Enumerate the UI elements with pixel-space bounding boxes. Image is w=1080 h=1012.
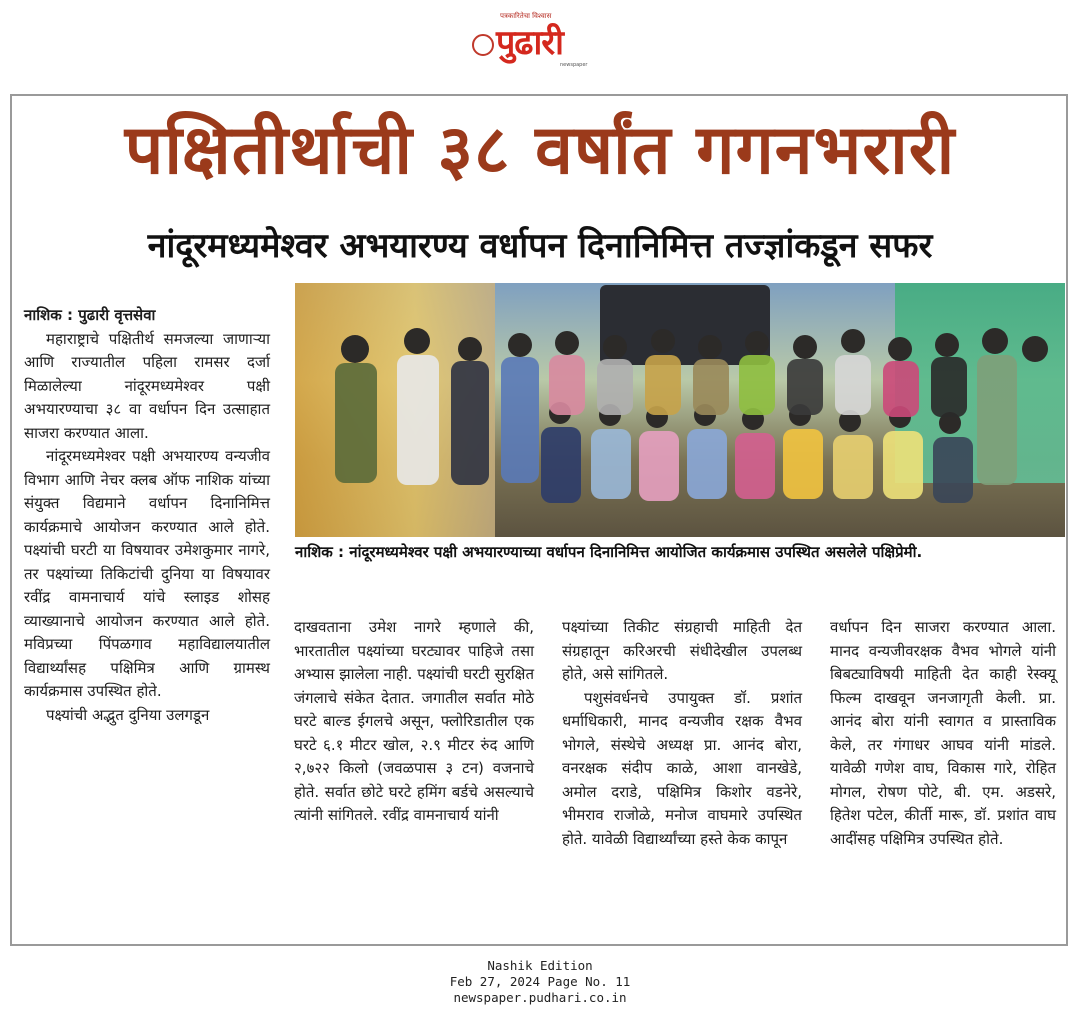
edition-footer (0, 958, 1080, 1006)
col1-paragraph-3: पक्ष्यांची अद्भुत दुनिया उलगडून (46, 705, 210, 724)
col2-paragraph-1: दाखवताना उमेश नागरे म्हणाले की, भारतातील पक्ष्यांच्या घरट्यावर पाहिजे तसा अभ्यास झालेला नाही. पक्ष्यांची घरटी सुरक्षित जंगलाचे संकेत देतात. जगातील सर्वात मोठे घरटे बाल्ड ईगलचे असून, फ्लोरिडातील एक घरटे ६.१ मीटर खोल, २.९ मीटर रुंद आणि २,७२२ किलो (जवळपास ३ टन) वजनाचे होते. सर्वात छोटे घरटे हमिंग बर्डचे असल्याचे त्यांनी सांगितले. रवींद्र वामनाचार्य यांनी (294, 618, 534, 824)
col1-paragraph-2: नांदूरमध्यमेश्वर पक्षी अभयारण्य वन्यजीव विभाग आणि नेचर क्लब ऑफ नाशिक यांच्या संयुक्त विद्यमाने वर्धापन दिनानिमित्त कार्यक्रमाचे आयोजन करण्यात आले होते. पक्ष्यांची घरटी या विषयावर उमेशकुमार नागरे, तर पक्ष्यांच्या तिकिटांची दुनिया या विषयावर रवींद्र वामनाचार्य यांचे स्लाइड शोसह व्याख्यानाचे आयोजन करण्यात आले होते. मविप्रच्या पिंपळगाव महाविद्यालयातील विद्यार्थ्यांसह पक्षिमित्र आणि ग्रामस्थ कार्यक्रमास उपस्थित होते. (24, 447, 270, 700)
article-subheadline: नांदूरमध्यमेश्वर अभयारण्य वर्धापन दिनानिमित्त तज्ज्ञांकडून सफर (147, 226, 933, 266)
edition-url[interactable]: newspaper.pudhari.co.in (453, 990, 627, 1005)
col4-paragraph-1: वर्धापन दिन साजरा करण्यात आला. मानद वन्यजीवरक्षक वैभव भोगले यांनी बिबट्याविषयी माहिती देत काही रेस्क्यू फिल्म दाखवून जनजागृती केली. प्रा. आनंद बोरा यांनी स्वागत व प्रास्ताविक केले, तर गंगाधर आघव यांनी मांडले. यावेळी गणेश वाघ, विकास गारे, रोहित मोगल, रोषण पोटे, बी. एम. अडसरे, हितेश पटेल, कीर्ती मारू, डॉ. प्रशांत वाघ आदींसह पक्षिमित्र उपस्थित होते. (830, 618, 1056, 848)
edition-name: Nashik Edition (487, 958, 593, 973)
pudhari-logo[interactable]: पुढारी (496, 23, 563, 63)
column-3 (562, 616, 802, 851)
col1-paragraph-1: महाराष्ट्राचे पक्षितीर्थ समजल्या जाणाऱ्या आणि राज्यातील पहिला रामसर दर्जा मिळालेल्या नांदूरमध्यमेश्वर पक्षी अभयारण्याचा ३८ वा वर्धापन दिन उत्साहात साजरा करण्यात आला. (24, 329, 270, 442)
column-1 (24, 304, 270, 727)
article-photo[interactable] (295, 283, 1065, 537)
column-4 (830, 616, 1056, 851)
photo-crowd (305, 319, 1055, 537)
masthead (472, 12, 608, 70)
col3-paragraph-2: पशुसंवर्धनचे उपायुक्त डॉ. प्रशांत धर्माधिकारी, मानद वन्यजीव रक्षक वैभव भोगले, संस्थेचे अध्यक्ष प्रा. आनंद बोरा, वनरक्षक संदीप काळे, आशा वानखेडे, अमोल दराडे, पक्षिमित्र किशोर वडनेरे, भीमराव राजोळे, मनोज वाघमारे उपस्थित होते. यावेळी विद्यार्थ्यांच्या हस्ते केक कापून (562, 688, 802, 848)
edition-date-page: Feb 27, 2024 Page No. 11 (449, 974, 631, 989)
col3-paragraph-1: पक्ष्यांच्या तिकीट संग्रहाची माहिती देत संग्रहातून करिअरची संधीदेखील उपलब्ध होते, असे सांगितले. (562, 618, 802, 683)
dateline: नाशिक : पुढारी वृत्तसेवा (24, 306, 156, 324)
masthead-seal-icon (472, 34, 494, 56)
photo-caption: नाशिक : नांदूरमध्यमेश्वर पक्षी अभयारण्याच्या वर्धापन दिनानिमित्त आयोजित कार्यक्रमास उपस्थित असलेले पक्षिप्रेमी. (295, 543, 923, 561)
column-2 (294, 616, 534, 828)
masthead-logo-sub: newspaper (560, 62, 588, 68)
article-headline: पक्षितीर्थाची ३८ वर्षांत गगनभरारी (124, 111, 956, 190)
masthead-tagline: पत्रकारितेचा विश्वास (500, 12, 552, 20)
